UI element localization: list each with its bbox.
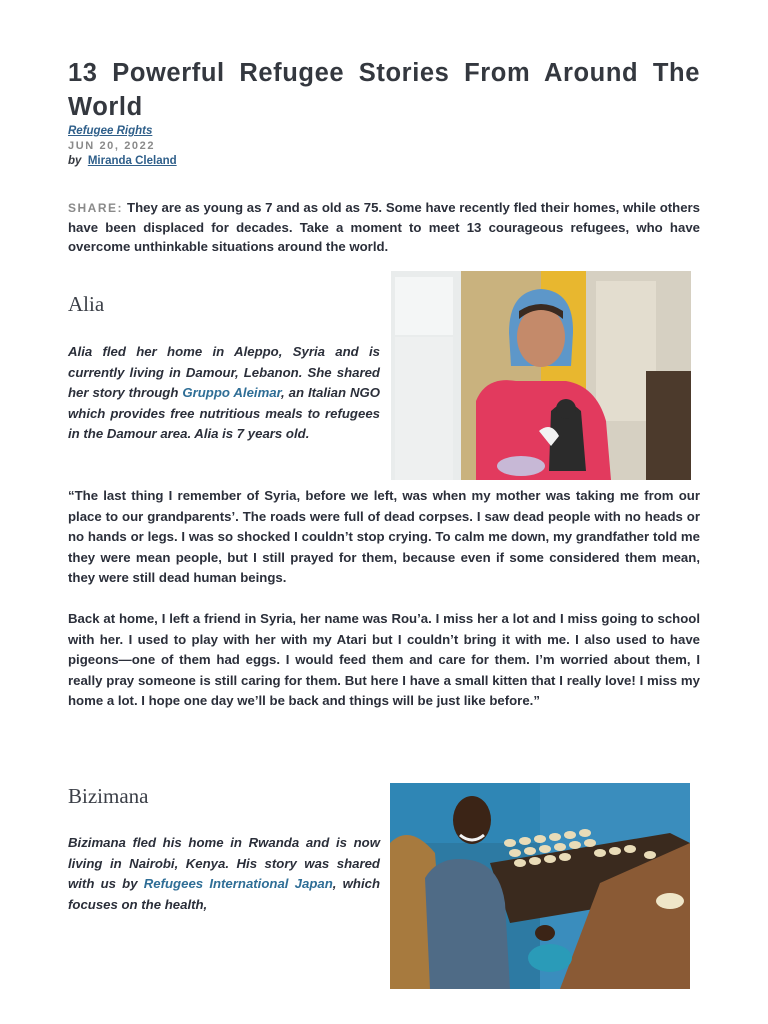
byline-label: by [68,155,82,167]
refugees-international-japan-link[interactable]: Refugees International Japan [143,876,333,892]
gruppo-aleimar-link[interactable]: Gruppo Aleimar [182,385,282,401]
story-lead-alia: Alia fled her home in Aleppo, Syria and is currently living in Damour, Lebanon. She shared her story through Gruppo Aleimar, an Italian NGO which provides free nutritious meals to refugees in the Damour area. Alia is 7 years old. [68,344,381,442]
alia-photo [391,271,691,480]
story-lead-bizimana: Bizimana fled his home in Rwanda and is now living in Nairobi, Kenya. His story was shared with us by Refugees International Japan, which focuses on the health, [68,835,380,912]
article-intro [68,198,700,256]
article-meta [68,124,468,169]
article-title: 13 Powerful Refugee Stories From Around The World [68,59,700,121]
intro-text: They are as young as 7 and as old as 75. Some have recently fled their homes, while others have been displaced for decades. Take a moment to meet 13 courageous refugees, who have overcome unthinkable situations around the world. [68,200,700,254]
story-quote-alia-p2: Back at home, I left a friend in Syria, her name was Rou’a. I miss her a lot and I miss going to school with her. I used to play with her with my Atari but I couldn’t bring it with me. I also used to have pigeons—one of them had eggs. I would feed them and care for them. I’m worried about them, I really pray someone is still caring for them. But here I have a small kitten that I really love! I miss my home a lot. I hope one day we’ll be back and things will be just like before.” [68,611,700,708]
category-link[interactable]: Refugee Rights [68,125,153,137]
story-name-alia: Alia [68,292,105,316]
author-link[interactable]: Miranda Cleland [87,155,177,167]
share-label[interactable]: SHARE: [68,201,124,215]
story-name-bizimana: Bizimana [68,784,149,808]
publish-date: JUN 20, 2022 [68,140,156,152]
bizimana-photo [390,783,690,989]
story-quote-alia-p1: “The last thing I remember of Syria, before we left, was when my mother was taking me from our place to our grandparents’. The roads were full of dead corpses. I saw dead people with no heads or no hands or legs. I was so shocked I couldn’t stop crying. To calm me down, my grandfather told me they were mean people, but I still prayed for them, because even if some considered them mean, they were still dead human beings. [68,488,700,585]
